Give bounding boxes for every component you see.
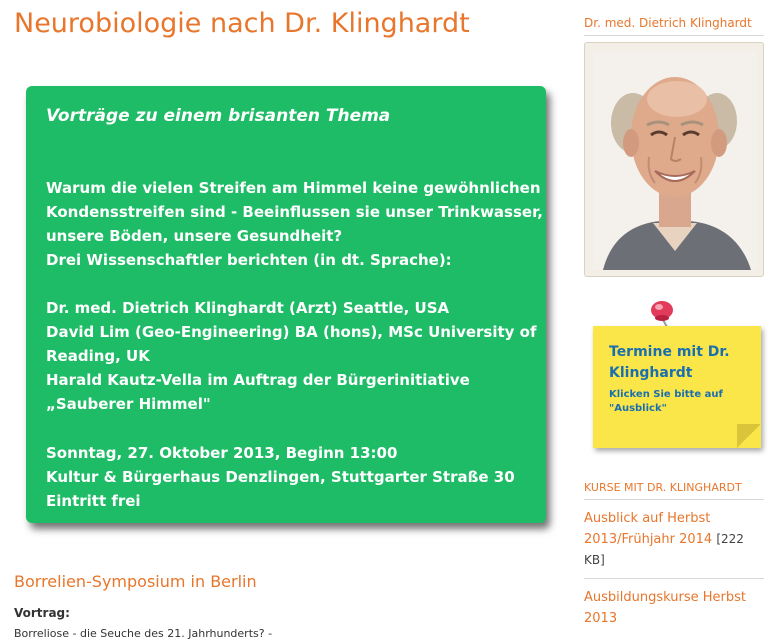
box-line: Kondensstreifen sind - Beeinflussen sie unser Trinkwasser, xyxy=(46,203,543,221)
box-paragraph-intro xyxy=(46,176,543,272)
course-link[interactable]: Ausbildungskurse Herbst 2013 xyxy=(584,590,746,626)
page-title: Neurobiologie nach Dr. Klinghardt xyxy=(14,8,470,39)
course-link[interactable]: Ausblick auf Herbst 2013/Frühjahr 2014 xyxy=(584,511,713,547)
box-line: „Sauberer Himmel" xyxy=(46,395,211,413)
box-line: Warum die vielen Streifen am Himmel keine gewöhnlichen xyxy=(46,179,541,197)
courses-section-title: KURSE MIT DR. KLINGHARDT xyxy=(584,481,742,494)
portrait-frame xyxy=(584,42,764,277)
box-line: unsere Böden, unsere Gesundheit? xyxy=(46,227,343,245)
course-link-item[interactable] xyxy=(584,508,764,571)
article-label: Vortrag: xyxy=(14,606,70,620)
box-heading: Vorträge zu einem brisanten Thema xyxy=(46,106,391,126)
box-line: Harald Kautz-Vella im Auftrag der Bürgerinitiative xyxy=(46,371,470,389)
box-paragraph-date xyxy=(46,441,515,513)
appointments-sticky-note[interactable] xyxy=(593,326,761,448)
divider xyxy=(584,499,764,500)
box-paragraph-speakers xyxy=(46,296,537,416)
portrait-image xyxy=(593,51,757,270)
box-line: Reading, UK xyxy=(46,347,150,365)
box-line: Kultur & Bürgerhaus Denzlingen, Stuttgarter Straße 30 xyxy=(46,468,515,486)
box-line: Eintritt frei xyxy=(46,492,141,510)
portrait-illustration xyxy=(593,51,757,270)
event-announcement-box xyxy=(26,86,546,523)
file-size: [222 KB] xyxy=(584,532,744,567)
sticky-title[interactable]: Termine mit Dr. Klinghardt xyxy=(609,344,730,381)
box-line: Sonntag, 27. Oktober 2013, Beginn 13:00 xyxy=(46,444,398,462)
box-line: David Lim (Geo-Engineering) BA (hons), MSc University of xyxy=(46,323,537,341)
sticky-subtitle[interactable]: Klicken Sie bitte auf "Ausblick" xyxy=(609,389,723,414)
box-line: Dr. med. Dietrich Klinghardt (Arzt) Seattle, USA xyxy=(46,299,450,317)
divider xyxy=(584,578,764,579)
article-text: Borreliose - die Seuche des 21. Jahrhunderts? - xyxy=(14,627,273,640)
box-line: Drei Wissenschaftler berichten (in dt. Sprache): xyxy=(46,251,452,269)
sidebar-photo-title: Dr. med. Dietrich Klinghardt xyxy=(584,16,752,30)
course-link-item[interactable] xyxy=(584,587,764,629)
divider xyxy=(584,35,764,36)
article-title-link[interactable]: Borrelien-Symposium in Berlin xyxy=(14,572,257,591)
page-curl xyxy=(737,424,761,448)
